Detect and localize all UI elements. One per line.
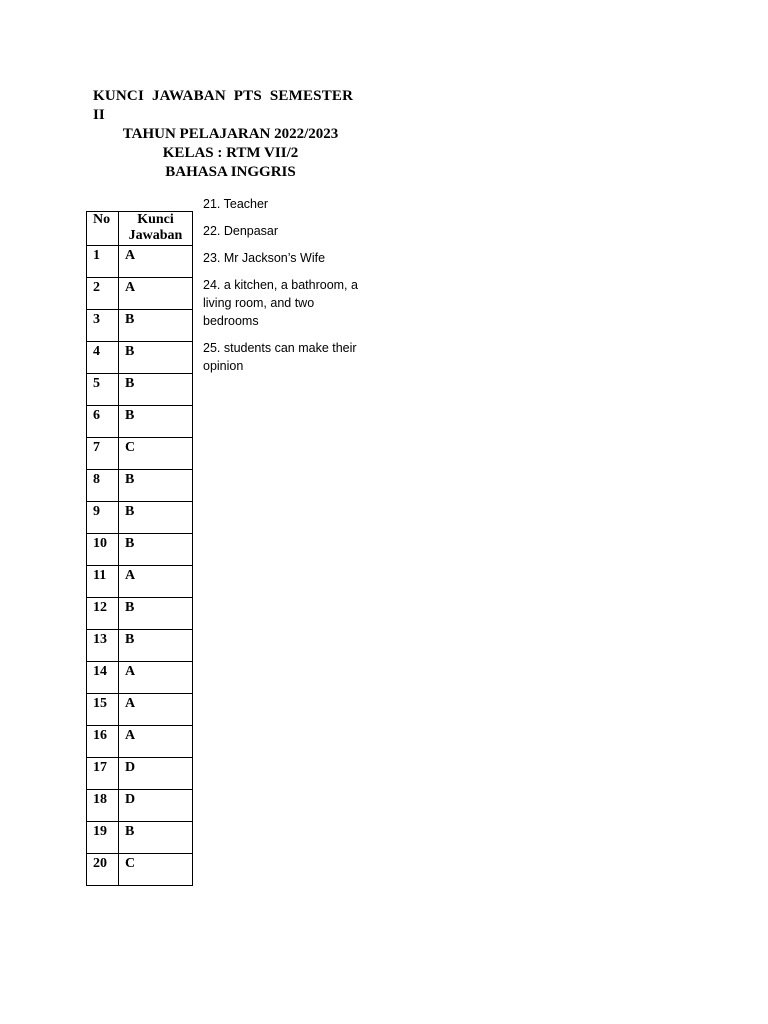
table-row [87, 374, 193, 406]
table-row [87, 438, 193, 470]
essay-answer-item: 23. Mr Jackson’s Wife [203, 251, 326, 265]
answer-key: B [119, 406, 193, 438]
table-row [87, 726, 193, 758]
document-heading [93, 87, 368, 182]
table-row [87, 822, 193, 854]
heading-class: KELAS : RTM VII/2 [162, 145, 299, 161]
answer-key: A [119, 694, 193, 726]
heading-title-continued: II [93, 107, 105, 123]
answer-key: B [119, 630, 193, 662]
question-number: 16 [87, 726, 119, 758]
answer-key: C [119, 438, 193, 470]
answer-key: D [119, 790, 193, 822]
table-row [87, 310, 193, 342]
question-number: 8 [87, 470, 119, 502]
answer-key: A [119, 278, 193, 310]
question-number: 9 [87, 502, 119, 534]
table-row [87, 694, 193, 726]
question-number: 15 [87, 694, 119, 726]
header-key [119, 212, 193, 246]
answer-key: B [119, 534, 193, 566]
heading-school-year: TAHUN PELAJARAN 2022/2023 [122, 126, 339, 142]
question-number: 20 [87, 854, 119, 886]
answer-key: A [119, 566, 193, 598]
table-row [87, 470, 193, 502]
question-number: 13 [87, 630, 119, 662]
answer-key: D [119, 758, 193, 790]
essay-answers [203, 195, 363, 384]
question-number: 7 [87, 438, 119, 470]
essay-answer-item: 24. a kitchen, a bathroom, a living room, and two bedrooms [203, 278, 358, 328]
answer-key: A [119, 726, 193, 758]
question-number: 5 [87, 374, 119, 406]
heading-subject: BAHASA INGGRIS [165, 164, 296, 180]
answer-key: B [119, 598, 193, 630]
answer-key: B [119, 342, 193, 374]
answer-key-table [86, 211, 193, 886]
question-number: 1 [87, 246, 119, 278]
table-row [87, 662, 193, 694]
question-number: 14 [87, 662, 119, 694]
question-number: 18 [87, 790, 119, 822]
table-row [87, 406, 193, 438]
answer-key: A [119, 246, 193, 278]
table-row [87, 278, 193, 310]
question-number: 10 [87, 534, 119, 566]
table-row [87, 534, 193, 566]
essay-answer-item: 25. students can make their opinion [203, 341, 357, 373]
table-row [87, 630, 193, 662]
question-number: 11 [87, 566, 119, 598]
question-number: 12 [87, 598, 119, 630]
question-number: 19 [87, 822, 119, 854]
question-number: 3 [87, 310, 119, 342]
table-header-row [87, 212, 193, 246]
answer-key: B [119, 310, 193, 342]
answer-key: B [119, 822, 193, 854]
table-row [87, 342, 193, 374]
table-row [87, 790, 193, 822]
essay-answer-item: 21. Teacher [203, 197, 269, 211]
answer-key: B [119, 374, 193, 406]
question-number: 2 [87, 278, 119, 310]
table-row [87, 502, 193, 534]
header-key-line1: Kunci [137, 212, 174, 227]
table-row [87, 246, 193, 278]
answer-key: C [119, 854, 193, 886]
header-key-line2: Jawaban [128, 228, 183, 243]
header-no: No [87, 212, 119, 246]
question-number: 4 [87, 342, 119, 374]
answer-key: B [119, 502, 193, 534]
question-number: 17 [87, 758, 119, 790]
table-row [87, 758, 193, 790]
table-row [87, 566, 193, 598]
table-row [87, 854, 193, 886]
question-number: 6 [87, 406, 119, 438]
table-row [87, 598, 193, 630]
answer-rows [87, 246, 193, 886]
heading-title: KUNCI JAWABAN PTS SEMESTER [93, 88, 354, 104]
answer-key: A [119, 662, 193, 694]
answer-key: B [119, 470, 193, 502]
essay-answer-item: 22. Denpasar [203, 224, 279, 238]
